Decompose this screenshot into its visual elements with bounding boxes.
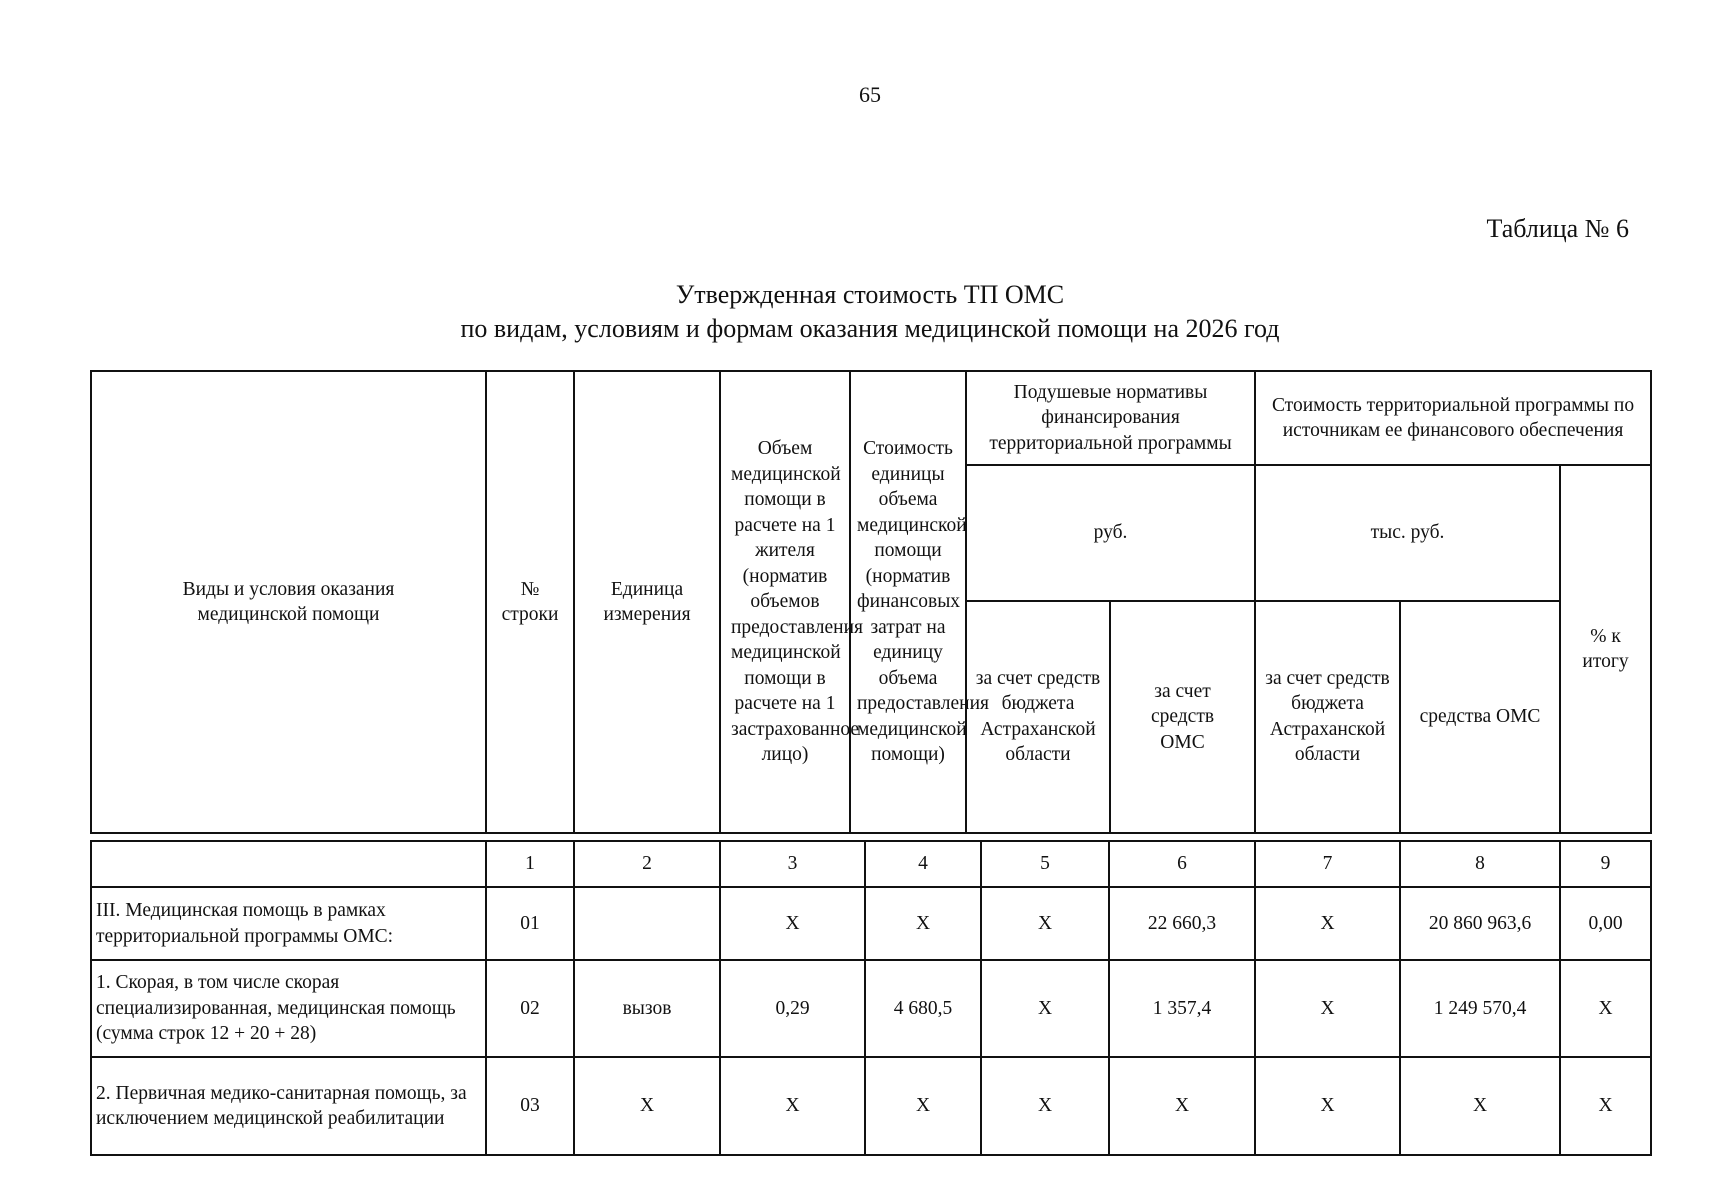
header-volume: Объем медицинской помощи в расчете на 1 жителя (норматив объемов предоставления медицинской помощи в расчете на 1 застрахованное лицо) [720,371,850,833]
table-row [91,1057,1651,1155]
table-label: Таблица № 6 [1486,214,1629,243]
row-col-7: Х [1255,1057,1400,1155]
header-thousand-rub: тыс. руб. [1255,465,1560,601]
col-number: 6 [1109,841,1255,887]
title-line-2: по видам, условиям и формам оказания медицинской помощи на 2026 год [460,314,1280,343]
header-col-6: за счет средств ОМС [1110,601,1255,834]
col-number [91,841,486,887]
header-unit-cost: Стоимость единицы объема медицинской помощи (норматив финансовых затрат на единицу объема предоставления медицинской помощи) [850,371,966,833]
row-col-6: 1 357,4 [1109,960,1255,1057]
header-program-cost: Стоимость территориальной программы по источникам ее финансового обеспечения [1255,371,1651,465]
row-volume: Х [720,887,865,960]
header-rub: руб. [966,465,1255,601]
header-col-5: за счет средств бюджета Астраханской области [966,601,1110,834]
row-cost: Х [865,887,981,960]
row-cost: Х [865,1057,981,1155]
header-kinds: Виды и условия оказания медицинской помощи [91,371,486,833]
col-number: 2 [574,841,720,887]
row-number: 02 [486,960,574,1057]
col-number: 8 [1400,841,1560,887]
row-col-9: 0,00 [1560,887,1651,960]
row-col-5: Х [981,1057,1109,1155]
row-col-7: Х [1255,960,1400,1057]
row-col-8: Х [1400,1057,1560,1155]
header-table [90,370,1652,834]
row-unit [574,887,720,960]
page-number: 65 [859,82,881,107]
document-title [0,278,1721,346]
column-number-row [91,841,1651,887]
row-name: III. Медицинская помощь в рамках территориальной программы ОМС: [91,887,486,960]
row-number: 03 [486,1057,574,1155]
col-number: 5 [981,841,1109,887]
row-number: 01 [486,887,574,960]
header-per-capita: Подушевые нормативы финансирования территориальной программы [966,371,1255,465]
row-col-5: Х [981,887,1109,960]
header-col-8: средства ОМС [1400,601,1560,834]
row-cost: 4 680,5 [865,960,981,1057]
header-unit: Единица измерения [574,371,720,833]
table-row [91,960,1651,1057]
table-row [91,887,1651,960]
col-number: 9 [1560,841,1651,887]
row-col-9: Х [1560,960,1651,1057]
col-number: 1 [486,841,574,887]
row-col-9: Х [1560,1057,1651,1155]
row-unit: вызов [574,960,720,1057]
row-name: 2. Первичная медико-санитарная помощь, за исключением медицинской реабилитации [91,1057,486,1155]
col-number: 3 [720,841,865,887]
col-number: 7 [1255,841,1400,887]
row-name: 1. Скорая, в том числе скорая специализированная, медицинская помощь (сумма строк 12 + 20 + 28) [91,960,486,1057]
row-volume: Х [720,1057,865,1155]
header-col-7: за счет средств бюджета Астраханской области [1255,601,1400,834]
row-col-7: Х [1255,887,1400,960]
row-col-6: Х [1109,1057,1255,1155]
header-row-number: № строки [486,371,574,833]
row-unit: Х [574,1057,720,1155]
row-col-6: 22 660,3 [1109,887,1255,960]
row-col-8: 1 249 570,4 [1400,960,1560,1057]
header-percent: % к итогу [1560,465,1651,833]
col-number: 4 [865,841,981,887]
row-col-8: 20 860 963,6 [1400,887,1560,960]
row-col-5: Х [981,960,1109,1057]
title-line-1: Утвержденная стоимость ТП ОМС [675,280,1065,309]
data-table [90,840,1652,1156]
row-volume: 0,29 [720,960,865,1057]
